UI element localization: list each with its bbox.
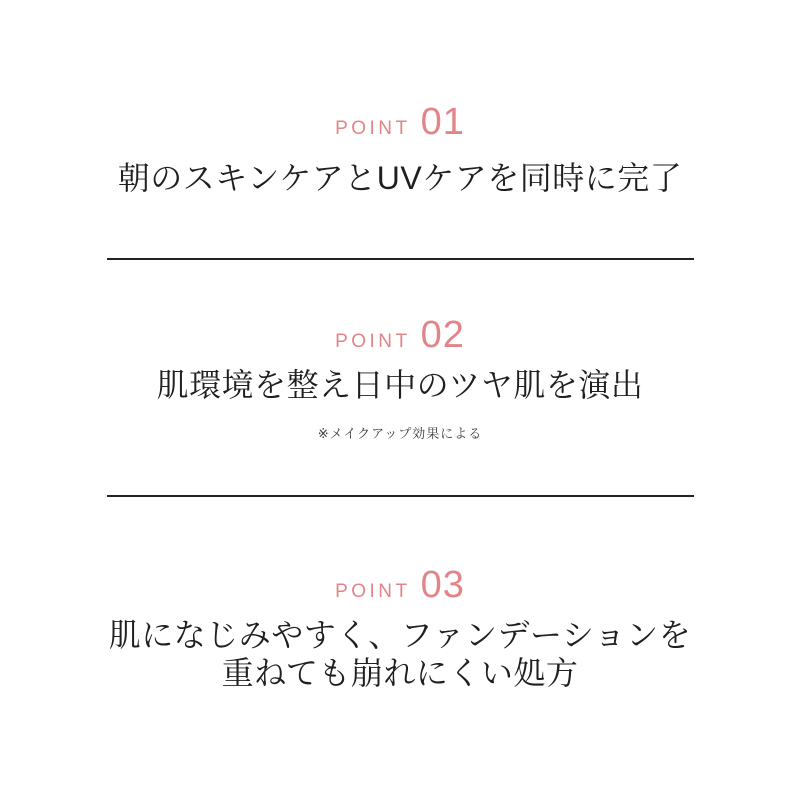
section-divider: [107, 495, 694, 497]
point-03-heading: [0, 566, 800, 604]
headline-line: 肌環境を整え日中のツヤ肌を演出: [156, 367, 644, 403]
point-03-label: POINT: [335, 581, 411, 602]
point-03-number: 03: [420, 564, 465, 606]
point-01-heading: [0, 103, 800, 141]
headline-line: 肌になじみやすく、ファンデーションを: [108, 617, 692, 653]
point-03-headline: [0, 616, 800, 692]
headline-line: 重ねても崩れにくい処方: [221, 655, 579, 691]
point-01-label: POINT: [335, 118, 411, 139]
point-01-number: 01: [420, 101, 465, 143]
section-divider: [107, 258, 694, 260]
headline-line: 朝のスキンケアとUVケアを同時に完了: [117, 160, 683, 196]
point-01-headline: [0, 159, 800, 197]
point-02-label: POINT: [335, 331, 411, 352]
point-02-headline: [0, 366, 800, 404]
point-02-heading: [0, 316, 800, 354]
makeup-effect-footnote: ※メイクアップ効果による: [317, 426, 483, 441]
point-02-number: 02: [420, 314, 465, 356]
